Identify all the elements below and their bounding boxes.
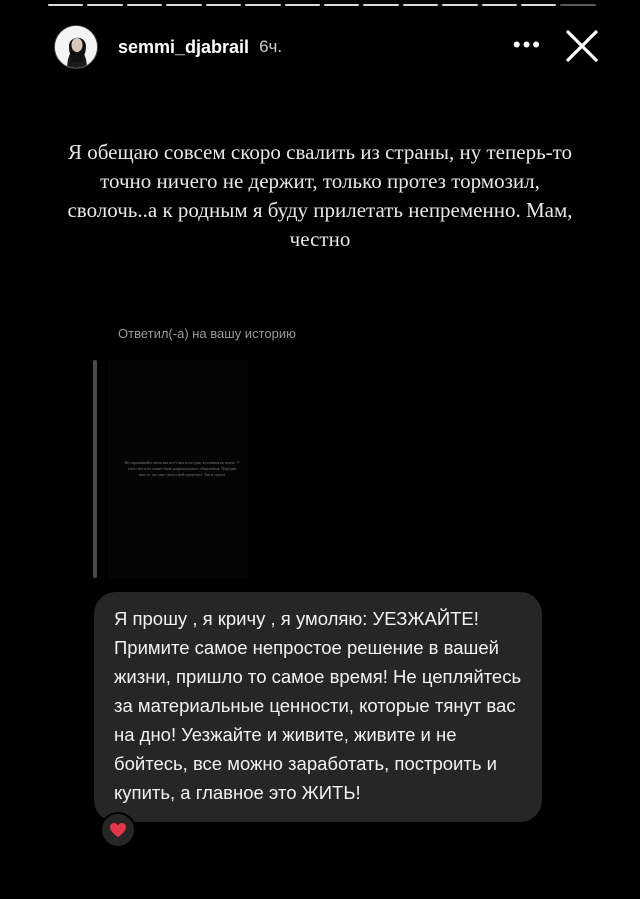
progress-segment: [206, 4, 241, 6]
reply-quote-bar: [93, 360, 97, 578]
progress-segment: [442, 4, 477, 6]
more-options-button[interactable]: [513, 34, 542, 56]
thumbnail-text: Не спрашивайте меня как все-таки я сегодня, я понятия не имею. У этого нет и не может быть рационального объяснения. Передаю вам то, что мне сказал мой протезист. Так и сказал: [124, 460, 240, 477]
more-horizontal-icon: •••: [512, 32, 542, 57]
story-thumbnail[interactable]: [108, 360, 248, 578]
progress-segment: [403, 4, 438, 6]
reaction-badge[interactable]: [100, 812, 136, 848]
progress-segment: [48, 4, 83, 6]
avatar[interactable]: [54, 25, 98, 69]
progress-segment: [482, 4, 517, 6]
progress-segment: [560, 4, 595, 6]
avatar-photo-icon: [55, 26, 98, 69]
progress-segment: [127, 4, 162, 6]
progress-segment: [245, 4, 280, 6]
close-button[interactable]: [564, 28, 600, 64]
progress-segment: [521, 4, 556, 6]
progress-segment: [285, 4, 320, 6]
progress-segment: [87, 4, 122, 6]
close-icon: [564, 28, 600, 64]
story-timestamp: 6ч.: [259, 37, 283, 56]
heart-icon: [109, 822, 127, 838]
progress-segment: [363, 4, 398, 6]
username[interactable]: semmi_djabrail: [118, 36, 250, 57]
progress-segment: [324, 4, 359, 6]
replied-label: Ответил(-а) на вашу историю: [118, 326, 296, 341]
story-caption: Я обещаю совсем скоро свалить из страны, ну теперь-то точно ничего не держит, только протез тормозил, сволочь..а к родным я буду прилетать непременно. Мам, честно: [67, 140, 573, 251]
story-progress-bar: [48, 4, 596, 6]
story-header: [54, 22, 600, 72]
message-bubble[interactable]: Я прошу , я кричу , я умоляю: УЕЗЖАЙТЕ! Примите самое непростое решение в вашей жизни, пришло то самое время! Не цепляйтесь за материальные ценности, которые тянут вас на дно! Уезжайте и живите, живите и не бойтесь, все можно заработать, построить и купить, а главное это ЖИТЬ!: [94, 592, 542, 822]
progress-segment: [166, 4, 201, 6]
